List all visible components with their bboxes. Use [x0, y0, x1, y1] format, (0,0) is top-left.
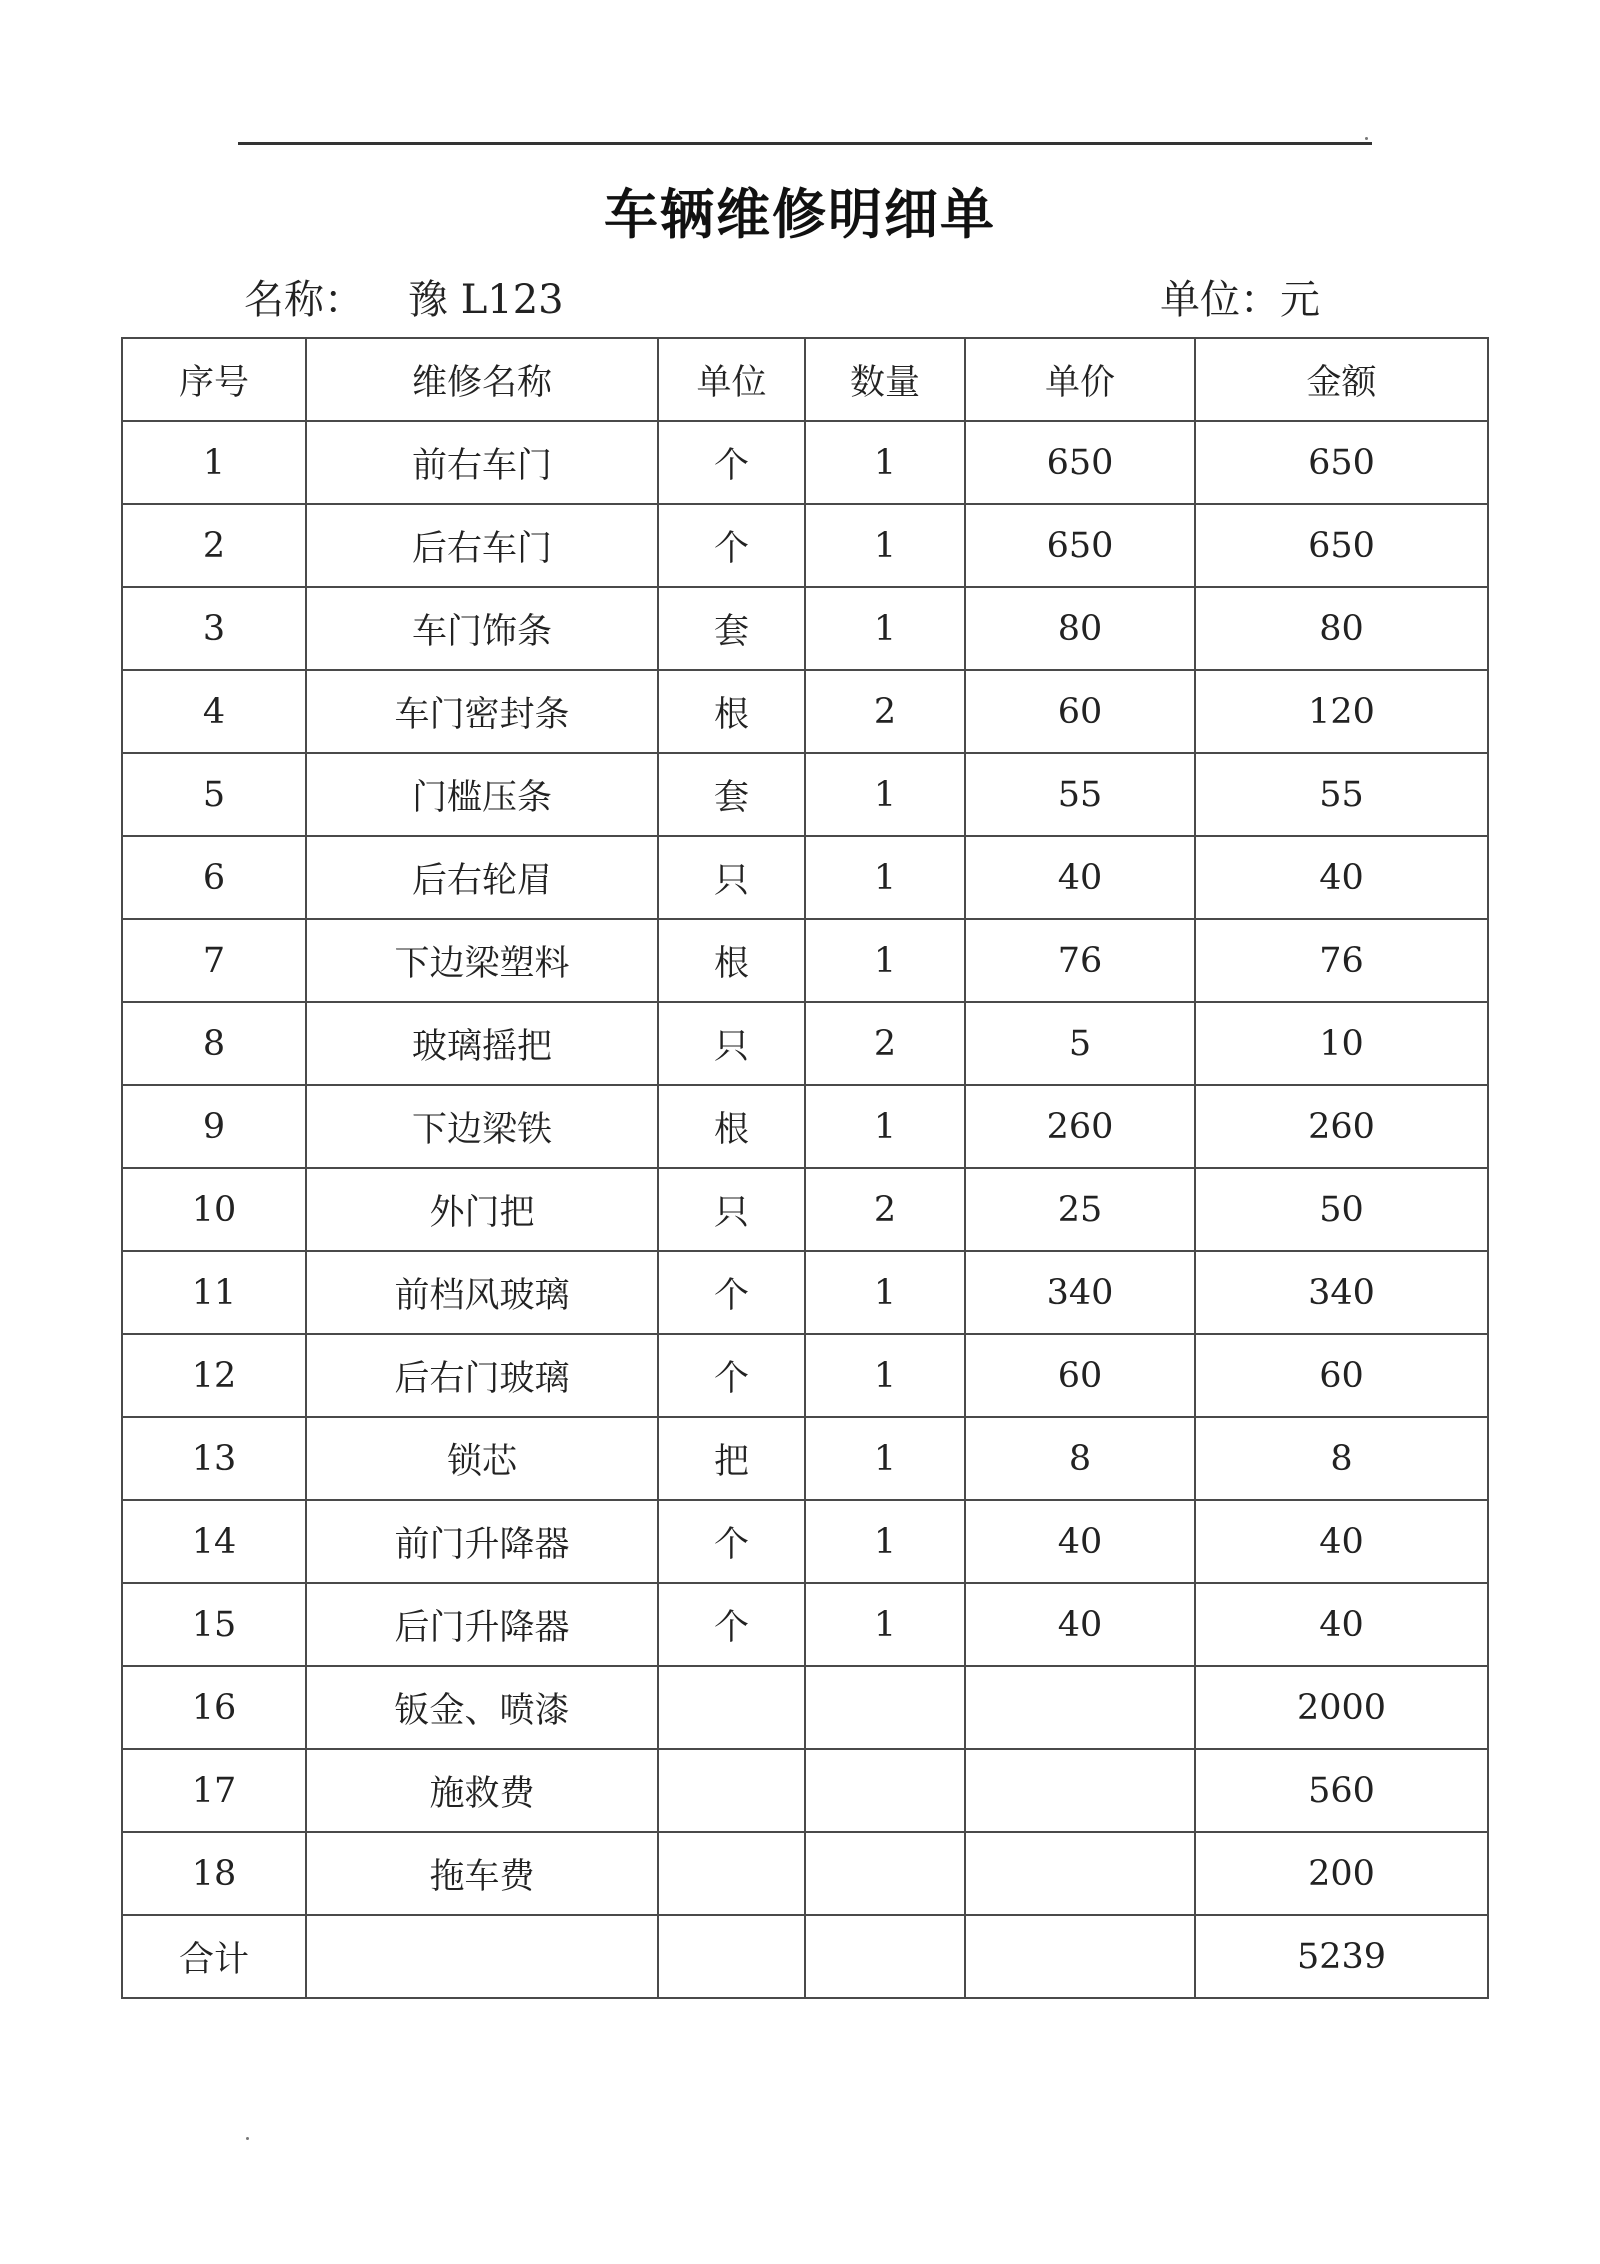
cell-unit	[658, 1749, 805, 1832]
table-row	[122, 1168, 1488, 1251]
cell-item-name: 后右轮眉	[306, 836, 658, 919]
vehicle-name-line	[244, 268, 564, 325]
cell-amount: 40	[1195, 836, 1488, 919]
cell-amount: 76	[1195, 919, 1488, 1002]
cell-unit: 个	[658, 1251, 805, 1334]
cell-index: 7	[122, 919, 306, 1002]
cell-unit: 个	[658, 1500, 805, 1583]
cell-index: 15	[122, 1583, 306, 1666]
header-rule	[238, 142, 1372, 145]
cell-item-name: 前右车门	[306, 421, 658, 504]
cell-index: 14	[122, 1500, 306, 1583]
table-row	[122, 1583, 1488, 1666]
cell-unit-price	[965, 1666, 1195, 1749]
cell-quantity: 1	[805, 1251, 965, 1334]
cell-index: 4	[122, 670, 306, 753]
cell-unit-price	[965, 1832, 1195, 1915]
cell-index: 1	[122, 421, 306, 504]
cell-amount: 60	[1195, 1334, 1488, 1417]
table-row	[122, 836, 1488, 919]
cell-item-name: 钣金、喷漆	[306, 1666, 658, 1749]
cell-item-name: 车门密封条	[306, 670, 658, 753]
cell-amount: 560	[1195, 1749, 1488, 1832]
cell-quantity	[805, 1832, 965, 1915]
cell-amount: 2000	[1195, 1666, 1488, 1749]
cell-amount: 40	[1195, 1500, 1488, 1583]
header-cell-amount: 金额	[1195, 338, 1488, 421]
cell-quantity	[805, 1749, 965, 1832]
table-row	[122, 1417, 1488, 1500]
corner-dot	[1365, 137, 1368, 140]
cell-index: 10	[122, 1168, 306, 1251]
cell-unit: 套	[658, 587, 805, 670]
cell-unit-price: 8	[965, 1417, 1195, 1500]
cell-index: 9	[122, 1085, 306, 1168]
cell-unit-price: 340	[965, 1251, 1195, 1334]
table-row	[122, 1832, 1488, 1915]
cell-quantity	[805, 1915, 965, 1998]
cell-item-name: 拖车费	[306, 1832, 658, 1915]
cell-unit	[658, 1666, 805, 1749]
vehicle-name-label: 名称：	[244, 277, 364, 323]
table-row	[122, 1085, 1488, 1168]
corner-dot	[246, 2137, 249, 2140]
cell-quantity: 1	[805, 1500, 965, 1583]
cell-amount: 5239	[1195, 1915, 1488, 1998]
cell-index: 2	[122, 504, 306, 587]
cell-unit: 只	[658, 1002, 805, 1085]
table-row	[122, 670, 1488, 753]
repair-detail-table	[121, 337, 1489, 1999]
cell-unit-price: 25	[965, 1168, 1195, 1251]
cell-index: 11	[122, 1251, 306, 1334]
table-row	[122, 587, 1488, 670]
cell-quantity: 1	[805, 836, 965, 919]
cell-amount: 260	[1195, 1085, 1488, 1168]
cell-unit-price: 40	[965, 836, 1195, 919]
cell-unit-price: 260	[965, 1085, 1195, 1168]
cell-quantity: 2	[805, 1002, 965, 1085]
cell-unit-price	[965, 1749, 1195, 1832]
cell-quantity: 1	[805, 421, 965, 504]
cell-amount: 40	[1195, 1583, 1488, 1666]
header-cell-quantity: 数量	[805, 338, 965, 421]
cell-item-name: 施救费	[306, 1749, 658, 1832]
cell-item-name: 前档风玻璃	[306, 1251, 658, 1334]
document-title: 车辆维修明细单	[604, 183, 996, 246]
cell-quantity: 1	[805, 1085, 965, 1168]
cell-unit: 只	[658, 1168, 805, 1251]
cell-item-name: 后右车门	[306, 504, 658, 587]
cell-unit: 根	[658, 1085, 805, 1168]
total-row	[122, 1915, 1488, 1998]
table-row	[122, 1334, 1488, 1417]
cell-item-name: 下边梁铁	[306, 1085, 658, 1168]
cell-item-name	[306, 1915, 658, 1998]
cell-index: 18	[122, 1832, 306, 1915]
cell-unit-price: 40	[965, 1500, 1195, 1583]
cell-quantity: 1	[805, 919, 965, 1002]
cell-unit: 只	[658, 836, 805, 919]
table-row	[122, 1251, 1488, 1334]
cell-index: 17	[122, 1749, 306, 1832]
cell-amount: 120	[1195, 670, 1488, 753]
cell-amount: 200	[1195, 1832, 1488, 1915]
cell-quantity: 1	[805, 753, 965, 836]
table-row	[122, 1500, 1488, 1583]
cell-amount: 8	[1195, 1417, 1488, 1500]
cell-index: 12	[122, 1334, 306, 1417]
table-row	[122, 1749, 1488, 1832]
cell-quantity: 1	[805, 1417, 965, 1500]
table-row	[122, 1666, 1488, 1749]
cell-amount: 650	[1195, 504, 1488, 587]
cell-item-name: 前门升降器	[306, 1500, 658, 1583]
cell-quantity: 2	[805, 670, 965, 753]
table-row	[122, 919, 1488, 1002]
cell-index: 6	[122, 836, 306, 919]
cell-unit: 把	[658, 1417, 805, 1500]
cell-unit: 根	[658, 670, 805, 753]
cell-index: 3	[122, 587, 306, 670]
cell-unit-price: 60	[965, 1334, 1195, 1417]
cell-item-name: 锁芯	[306, 1417, 658, 1500]
cell-unit: 个	[658, 421, 805, 504]
cell-index: 5	[122, 753, 306, 836]
cell-item-name: 门槛压条	[306, 753, 658, 836]
cell-amount: 80	[1195, 587, 1488, 670]
cell-index: 13	[122, 1417, 306, 1500]
header-cell-unit: 单位	[658, 338, 805, 421]
table-row	[122, 753, 1488, 836]
cell-index: 8	[122, 1002, 306, 1085]
header-cell-item-name: 维修名称	[306, 338, 658, 421]
cell-amount: 50	[1195, 1168, 1488, 1251]
cell-amount: 340	[1195, 1251, 1488, 1334]
cell-unit-price: 5	[965, 1002, 1195, 1085]
cell-amount: 650	[1195, 421, 1488, 504]
cell-unit-price: 40	[965, 1583, 1195, 1666]
cell-item-name: 车门饰条	[306, 587, 658, 670]
cell-item-name: 玻璃摇把	[306, 1002, 658, 1085]
cell-item-name: 后右门玻璃	[306, 1334, 658, 1417]
header-cell-unit-price: 单价	[965, 338, 1195, 421]
cell-unit-price	[965, 1915, 1195, 1998]
currency-unit: 单位：元	[1160, 277, 1320, 323]
table-row	[122, 504, 1488, 587]
cell-unit-price: 55	[965, 753, 1195, 836]
cell-unit-price: 60	[965, 670, 1195, 753]
cell-unit	[658, 1832, 805, 1915]
cell-quantity: 1	[805, 1583, 965, 1666]
cell-unit: 套	[658, 753, 805, 836]
cell-amount: 55	[1195, 753, 1488, 836]
table-header-row	[122, 338, 1488, 421]
cell-quantity: 1	[805, 587, 965, 670]
cell-quantity: 2	[805, 1168, 965, 1251]
cell-unit-price: 650	[965, 504, 1195, 587]
cell-unit	[658, 1915, 805, 1998]
cell-amount: 10	[1195, 1002, 1488, 1085]
cell-index: 16	[122, 1666, 306, 1749]
cell-unit: 根	[658, 919, 805, 1002]
cell-unit: 个	[658, 1334, 805, 1417]
cell-quantity	[805, 1666, 965, 1749]
table-row	[122, 421, 1488, 504]
header-cell-index: 序号	[122, 338, 306, 421]
cell-index: 合计	[122, 1915, 306, 1998]
cell-item-name: 外门把	[306, 1168, 658, 1251]
vehicle-plate: 豫 L123	[408, 277, 564, 323]
cell-item-name: 后门升降器	[306, 1583, 658, 1666]
cell-unit-price: 76	[965, 919, 1195, 1002]
cell-unit: 个	[658, 504, 805, 587]
cell-unit: 个	[658, 1583, 805, 1666]
cell-quantity: 1	[805, 1334, 965, 1417]
table-body	[122, 421, 1488, 1998]
table-row	[122, 1002, 1488, 1085]
cell-item-name: 下边梁塑料	[306, 919, 658, 1002]
cell-quantity: 1	[805, 504, 965, 587]
cell-unit-price: 650	[965, 421, 1195, 504]
cell-unit-price: 80	[965, 587, 1195, 670]
